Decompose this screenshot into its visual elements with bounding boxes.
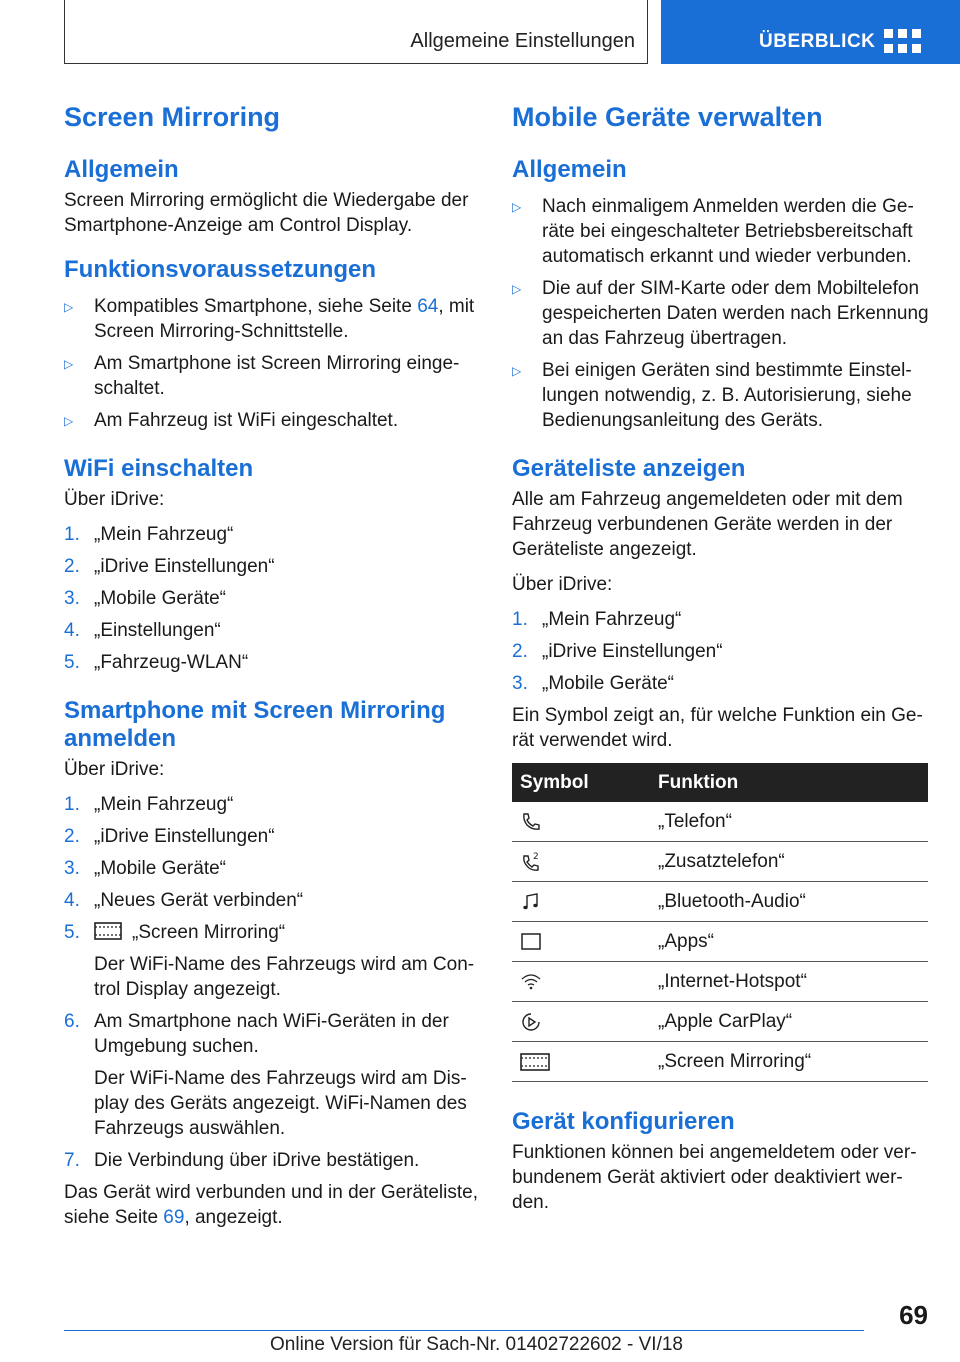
list-item: 7. Die Verbindung über iDrive bestätigen.: [64, 1150, 420, 1171]
table-cell-label: „Internet-Hotspot“: [658, 962, 928, 1002]
section-allgemein-left: [64, 156, 484, 238]
section-geraet-konfigurieren: [512, 1108, 932, 1215]
table-row: [512, 962, 928, 1002]
table-header-row: [512, 763, 928, 802]
page-title-screen-mirroring: Screen Mirroring: [64, 102, 281, 132]
list-item: 1. „Mein Fahrzeug“: [64, 794, 234, 815]
table-row: [512, 802, 928, 842]
page-link-69[interactable]: 69: [163, 1207, 185, 1228]
svg-text:2: 2: [533, 851, 539, 862]
table-row: [512, 842, 928, 882]
section-title: ÜBERBLICK: [759, 31, 876, 52]
list-item: 1. „Mein Fahrzeug“: [64, 524, 234, 545]
table-row: [512, 922, 928, 962]
list-item: 2. „iDrive Einstellungen“: [64, 556, 275, 577]
table-row: [512, 882, 928, 922]
anmelden-intro: Über iDrive:: [64, 759, 165, 780]
list-item: 4. „Neues Gerät verbinden“: [64, 890, 304, 911]
list-item: 2. „iDrive Einstellungen“: [64, 826, 275, 847]
list-item: 3. „Mobile Geräte“: [512, 673, 674, 694]
phone-icon: [520, 811, 542, 833]
list-item: ▷ Am Fahrzeug ist WiFi eingeschaltet.: [64, 408, 484, 433]
list-item: ▷ Nach einmaligem Anmelden werden die Geräte bei eingeschalteter Betriebsbereitschaft automatisch erkannt und wieder verbunden.: [512, 196, 914, 267]
list-item: 3. „Mobile Geräte“: [64, 858, 226, 879]
section-geraeteliste: [512, 455, 932, 1082]
liste-text: Alle am Fahrzeug angemeldeten oder mit dem Fahrzeug verbundenen Geräte werden in der Geräteliste angezeigt.: [512, 489, 903, 560]
table-cell-label: „Apps“: [658, 922, 928, 962]
screen-mirroring-icon: [520, 1052, 550, 1072]
wifi-icon: [520, 971, 542, 993]
page-number: 69: [899, 1300, 928, 1330]
secondary-phone-icon: [520, 851, 542, 873]
triangle-bullet-icon: ▷: [512, 282, 522, 296]
section-wifi-einschalten: [64, 455, 484, 675]
chapter-title: Allgemeine Einstellungen: [410, 30, 635, 52]
symbol-table: [512, 763, 928, 1082]
triangle-bullet-icon: ▷: [64, 414, 74, 428]
table-header-funktion: Funktion: [658, 763, 928, 802]
heading-wifi-einschalten: WiFi einschalten: [64, 455, 254, 482]
page-link-64[interactable]: 64: [417, 296, 439, 317]
heading-smartphone-anmelden: Smartphone mit Screen Mirroring anmelden: [64, 697, 446, 752]
header-section[interactable]: [661, 0, 960, 64]
table-cell-label: „Telefon“: [658, 802, 928, 842]
footer-divider: [64, 1330, 864, 1331]
list-item: ▷ Am Smartphone ist Screen Mirroring eingeschaltet.: [64, 353, 460, 399]
liste-intro: Über iDrive:: [512, 574, 613, 595]
list-item: 1. „Mein Fahrzeug“: [512, 609, 682, 630]
screen-mirroring-icon: [94, 922, 122, 940]
table-cell-label: „Screen Mirroring“: [658, 1042, 928, 1082]
heading-allgemein: Allgemein: [512, 156, 627, 183]
list-item: 5. „Screen Mirroring“ Der WiFi-Name des Fahrzeugs wird am Control Display angezeigt.: [64, 922, 475, 1000]
table-row: [512, 1002, 928, 1042]
heading-geraeteliste: Geräteliste anzeigen: [512, 455, 746, 482]
list-item: ▷ Kompatibles Smartphone, siehe Seite 64, mit Screen Mirroring-Schnittstelle.: [64, 296, 475, 342]
table-header-symbol: Symbol: [512, 763, 658, 802]
heading-funktionsvoraussetzungen: Funktionsvoraussetzungen: [64, 256, 377, 283]
allgemein-text: Screen Mirroring ermöglicht die Wiedergabe der Smartphone-Anzeige am Control Display.: [64, 190, 469, 236]
music-note-icon: [520, 891, 542, 913]
section-funktionsvoraussetzungen: [64, 256, 484, 433]
list-item: 2. „iDrive Einstellungen“: [512, 641, 723, 662]
apps-icon: [520, 931, 542, 953]
triangle-bullet-icon: ▷: [64, 357, 74, 371]
wifi-intro: Über iDrive:: [64, 489, 165, 510]
list-item: ▷ Die auf der SIM-Karte oder dem Mobiltelefon gespeicherten Daten werden nach Erkennung an das Fahrzeug übertragen.: [512, 278, 929, 349]
triangle-bullet-icon: ▷: [512, 364, 522, 378]
heading-allgemein: Allgemein: [64, 156, 179, 183]
table-cell-label: „Zusatztelefon“: [658, 842, 928, 882]
right-column: [512, 100, 932, 1237]
page-title-mobile-geraete: Mobile Geräte verwalten: [512, 102, 823, 132]
list-item: 6. Am Smartphone nach WiFi-Geräten in der Umgebung suchen. Der WiFi-Name des Fahrzeugs wird am Display des Geräts angezeigt. WiFi-Namen des Fahrzeugs auswählen.: [64, 1011, 467, 1139]
list-item: 4. „Einstellungen“: [64, 620, 221, 641]
carplay-icon: [520, 1011, 542, 1033]
section-allgemein-right: [512, 156, 932, 433]
section-smartphone-anmelden: [64, 697, 484, 1230]
grid-menu-icon: [884, 29, 920, 53]
list-item: 5. „Fahrzeug-WLAN“: [64, 652, 249, 673]
table-cell-label: „Apple CarPlay“: [658, 1002, 928, 1042]
table-row: [512, 1042, 928, 1082]
symbol-text: Ein Symbol zeigt an, für welche Funktion ein Gerät verwendet wird.: [512, 705, 923, 751]
list-item: ▷ Bei einigen Geräten sind bestimmte Einstellungen notwendig, z. B. Autorisierung, siehe Bedienungsanleitung des Geräts.: [512, 360, 912, 431]
table-cell-label: „Bluetooth-Audio“: [658, 882, 928, 922]
triangle-bullet-icon: ▷: [64, 300, 74, 314]
konfig-text: Funktionen können bei angemeldetem oder verbundenem Gerät aktiviert oder deaktiviert werden.: [512, 1142, 917, 1213]
header-chapter: [64, 0, 648, 64]
anmelden-outro: Das Gerät wird verbunden und in der Geräteliste, siehe Seite 69, angezeigt.: [64, 1182, 478, 1228]
triangle-bullet-icon: ▷: [512, 200, 522, 214]
heading-geraet-konfigurieren: Gerät konfigurieren: [512, 1108, 735, 1135]
list-item: 3. „Mobile Geräte“: [64, 588, 226, 609]
left-column: [64, 100, 484, 1252]
footer-text: Online Version für Sach-Nr. 01402722602 - VI/18: [270, 1334, 683, 1355]
